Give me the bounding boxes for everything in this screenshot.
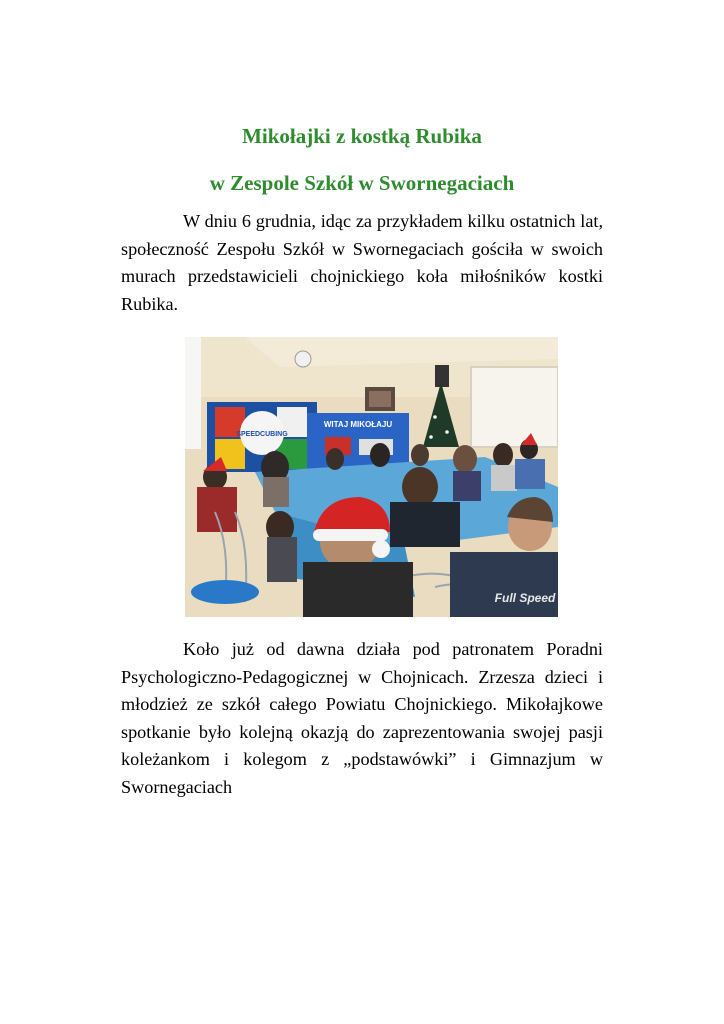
paragraph-intro: W dniu 6 grudnia, idąc za przykładem kilku ostatnich lat, społeczność Zespołu Szkół w Swornegaciach gościła w swoich murach przedstawicieli chojnickiego koła miłośników kostki Rubika. bbox=[121, 211, 603, 314]
title-line-1: Mikołajki z kostką Rubika bbox=[242, 124, 482, 148]
title-line-2: w Zespole Szkół w Swornegaciach bbox=[209, 171, 515, 195]
shirt-label: Full Speed bbox=[494, 591, 556, 605]
event-photo bbox=[185, 337, 558, 617]
banner-label: WITAJ MIKOŁAJU bbox=[323, 420, 393, 429]
paragraph-club: Koło już od dawna działa pod patronatem Poradni Psychologiczno-Pedagogicznej w Chojnicach. Zrzesza dzieci i młodzież ze szkół całego Powiatu Chojnickiego. Mikołajkowe spotkanie było kolejną okazją do zaprezentowania swojej pasji koleżankom i kolegom z „podstawówki” i Gimnazjum w Swornegaciach bbox=[121, 639, 603, 797]
poster-label: SPEEDCUBING bbox=[236, 431, 288, 438]
